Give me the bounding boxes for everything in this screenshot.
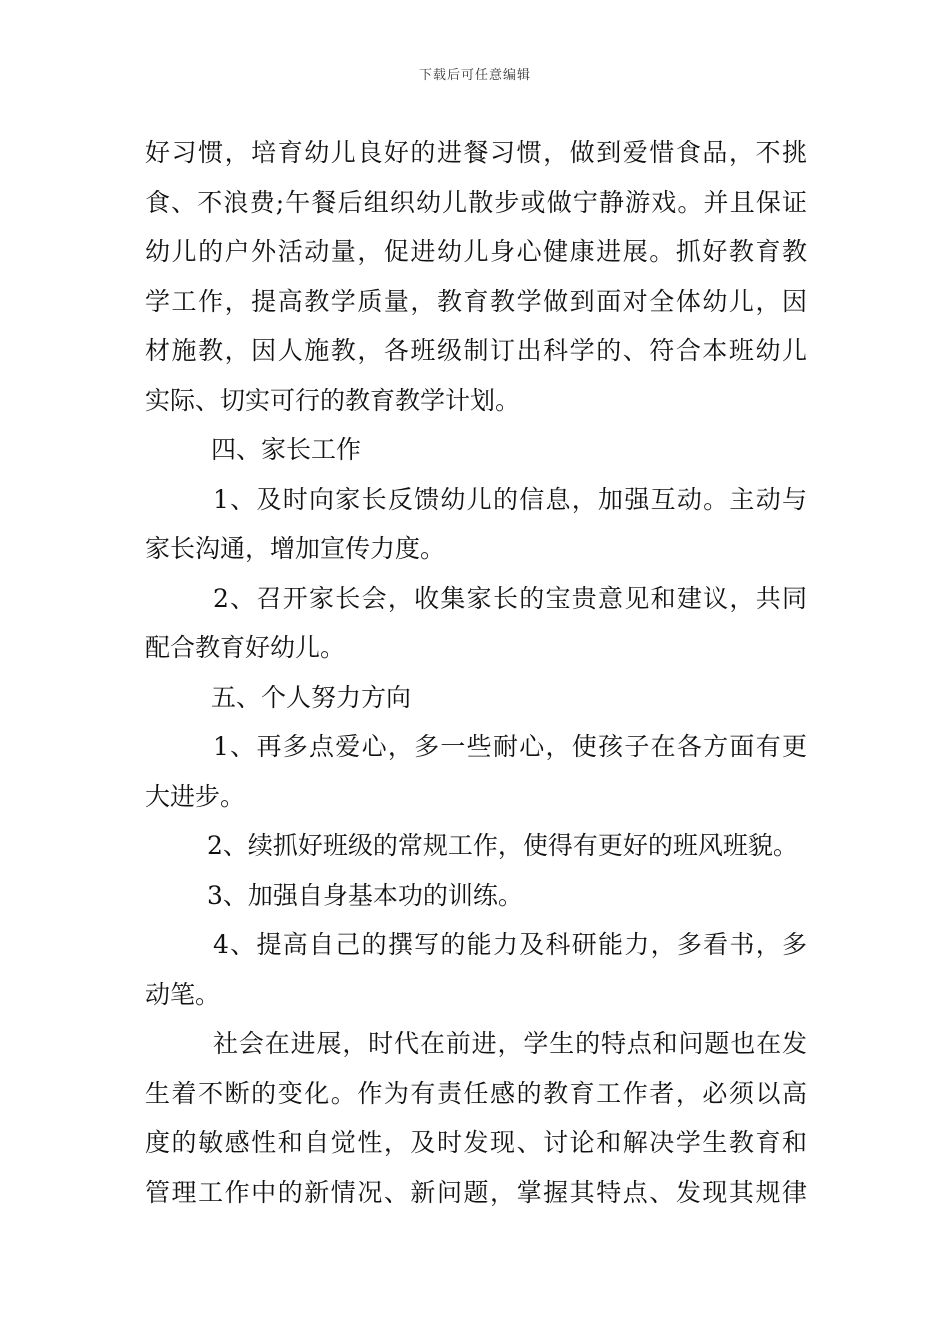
list-item-line: 1、及时向家长反馈幼儿的信息，加强互动。主动与 <box>213 484 807 514</box>
text-line: 动笔。 <box>145 979 221 1009</box>
text-line: 度的敏感性和自觉性，及时发现、讨论和解决学生教育和 <box>145 1128 807 1157</box>
text-line: 食、不浪费;午餐后组织幼儿散步或做宁静游戏。并且保证 <box>145 187 807 217</box>
section-heading: 四、家长工作 <box>211 435 362 464</box>
text-line: 管理工作中的新情况、新问题，掌握其特点、发现其规律 <box>145 1177 807 1207</box>
text-line: 幼儿的户外活动量，促进幼儿身心健康进展。抓好教育教 <box>145 237 807 266</box>
text-line: 家长沟通，增加宣传力度。 <box>145 534 446 563</box>
list-item-line: 1、再多点爱心，多一些耐心，使孩子在各方面有更 <box>213 732 807 761</box>
list-item-line: 4、提高自己的撰写的能力及科研能力，多看书，多 <box>213 930 807 959</box>
list-item-line: 3、加强自身基本功的训练。 <box>207 880 523 910</box>
text-line: 好习惯，培育幼儿良好的进餐习惯，做到爱惜食品，不挑 <box>145 138 807 167</box>
text-line: 配合教育好幼儿。 <box>145 633 346 662</box>
text-line: 材施教，因人施教，各班级制订出科学的、符合本班幼儿 <box>145 336 807 365</box>
paragraph-first-line: 社会在进展，时代在前进，学生的特点和问题也在发 <box>213 1029 807 1058</box>
document-body <box>145 128 807 1217</box>
text-line: 实际、切实可行的教育教学计划。 <box>145 385 521 415</box>
section-heading: 五、个人努力方向 <box>211 682 412 712</box>
list-item-line: 2、召开家长会，收集家长的宝贵意见和建议，共同 <box>213 583 807 613</box>
list-item-line: 2、续抓好班级的常规工作，使得有更好的班风班貌。 <box>207 831 798 860</box>
text-line: 生着不断的变化。作为有责任感的教育工作者，必须以高 <box>145 1078 807 1108</box>
page-header: 下载后可任意编辑 <box>418 68 531 83</box>
text-line: 大进步。 <box>145 781 246 811</box>
text-line: 学工作，提高教学质量，教育教学做到面对全体幼儿，因 <box>145 286 807 316</box>
